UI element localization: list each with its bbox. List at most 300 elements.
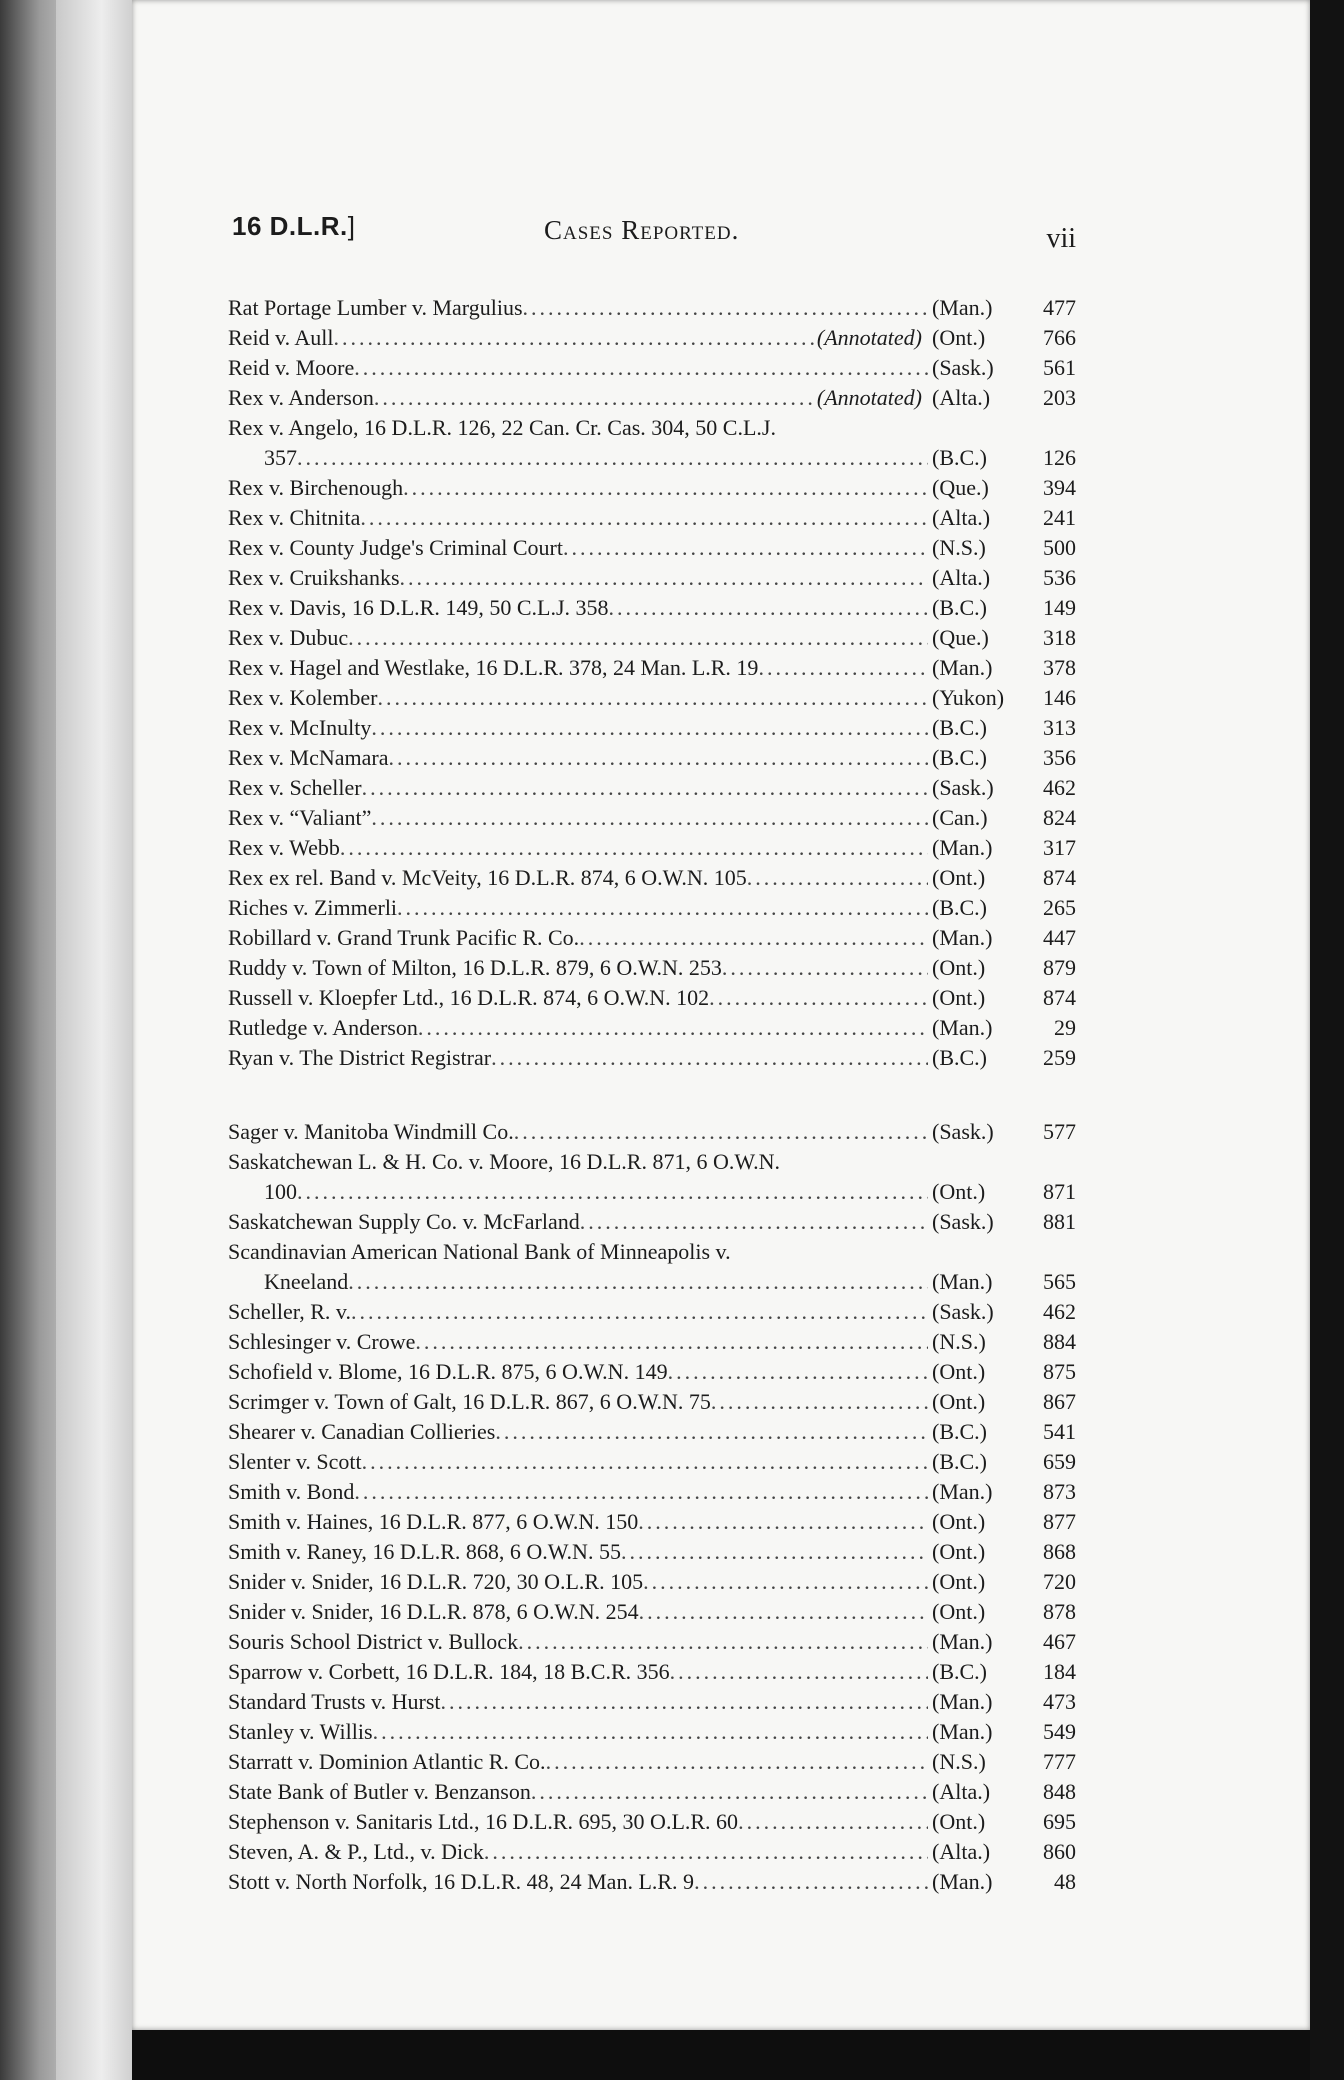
dot-leader xyxy=(609,593,928,623)
page-reference: 462 xyxy=(1043,1299,1076,1324)
province-label: (B.C.) xyxy=(932,1659,987,1684)
case-name: Ryan v. The District Registrar xyxy=(228,1045,492,1070)
case-entry xyxy=(228,653,1076,683)
section-gap xyxy=(228,1073,1076,1117)
dot-leader xyxy=(373,1717,928,1747)
page-reference: 467 xyxy=(1043,1629,1076,1654)
province-label: (B.C.) xyxy=(932,1045,987,1070)
province-label: (B.C.) xyxy=(932,1449,987,1474)
case-name-continuation: 357 xyxy=(264,445,297,470)
dot-leader xyxy=(351,1297,928,1327)
page-reference: 873 xyxy=(1043,1479,1076,1504)
case-entry xyxy=(228,323,1076,353)
case-entry-line xyxy=(228,1807,1076,1837)
page-reference: 29 xyxy=(1054,1015,1076,1040)
case-entry xyxy=(228,503,1076,533)
page-reference: 860 xyxy=(1043,1839,1076,1864)
page-reference: 549 xyxy=(1043,1719,1076,1744)
case-entry-line xyxy=(228,623,1076,653)
province-label: (Que.) xyxy=(932,475,989,500)
province-label: (B.C.) xyxy=(932,895,987,920)
province-label: (Sask.) xyxy=(932,1209,994,1234)
dot-leader xyxy=(334,323,817,353)
case-entry xyxy=(228,1117,1076,1147)
case-entry-line xyxy=(228,893,1076,923)
case-name: Saskatchewan L. & H. Co. v. Moore, 16 D.L.R. 871, 6 O.W.N. xyxy=(228,1149,780,1174)
case-entry xyxy=(228,1297,1076,1327)
page-reference: 867 xyxy=(1043,1389,1076,1414)
page-reference: 871 xyxy=(1043,1179,1076,1204)
dot-leader xyxy=(518,1627,928,1657)
page-reference: 378 xyxy=(1043,655,1076,680)
province-label: (Ont.) xyxy=(932,955,986,980)
case-entry xyxy=(228,1043,1076,1073)
page-reference: 146 xyxy=(1043,685,1076,710)
province-label: (Ont.) xyxy=(932,1509,986,1534)
province-label: (N.S.) xyxy=(932,535,986,560)
case-entry xyxy=(228,683,1076,713)
case-entry-line xyxy=(228,353,1076,383)
case-entry-line xyxy=(228,1447,1076,1477)
dot-leader xyxy=(418,1013,928,1043)
case-name: Stanley v. Willis xyxy=(228,1719,373,1744)
case-entry-line xyxy=(228,953,1076,983)
case-entry-line xyxy=(228,533,1076,563)
case-entry xyxy=(228,1657,1076,1687)
case-name: Snider v. Snider, 16 D.L.R. 878, 6 O.W.N. 254 xyxy=(228,1599,639,1624)
case-entry xyxy=(228,803,1076,833)
case-name: Smith v. Raney, 16 D.L.R. 868, 6 O.W.N. 55 xyxy=(228,1539,621,1564)
dot-leader xyxy=(362,1447,928,1477)
case-name: Smith v. Bond xyxy=(228,1479,355,1504)
dot-leader xyxy=(514,1117,928,1147)
case-entry-line xyxy=(228,1837,1076,1867)
page-reference: 874 xyxy=(1043,865,1076,890)
case-entry xyxy=(228,1807,1076,1837)
case-name: Rat Portage Lumber v. Margulius xyxy=(228,295,523,320)
case-entry xyxy=(228,593,1076,623)
dot-leader xyxy=(371,713,928,743)
dot-leader xyxy=(348,1267,928,1297)
case-entry xyxy=(228,893,1076,923)
dot-leader xyxy=(747,863,928,893)
case-entry-line xyxy=(228,683,1076,713)
case-entry-line xyxy=(228,473,1076,503)
case-entry-line xyxy=(228,593,1076,623)
page-reference: 473 xyxy=(1043,1689,1076,1714)
case-name: Robillard v. Grand Trunk Pacific R. Co. xyxy=(228,925,580,950)
page-reference: 879 xyxy=(1043,955,1076,980)
case-name: Stott v. North Norfolk, 16 D.L.R. 48, 24 Man. L.R. 9 xyxy=(228,1869,695,1894)
case-name: Scrimger v. Town of Galt, 16 D.L.R. 867, 6 O.W.N. 75 xyxy=(228,1389,711,1414)
province-label: (Sask.) xyxy=(932,1119,994,1144)
province-label: (Ont.) xyxy=(932,1539,986,1564)
case-name: Rex v. “Valiant” xyxy=(228,805,372,830)
volume-text: 16 D.L.R. xyxy=(232,211,348,241)
province-label: (Que.) xyxy=(932,625,989,650)
page-reference: 874 xyxy=(1043,985,1076,1010)
page-reference: 541 xyxy=(1043,1419,1076,1444)
case-name: Schlesinger v. Crowe xyxy=(228,1329,416,1354)
province-label: (Man.) xyxy=(932,1689,993,1714)
case-entry xyxy=(228,1537,1076,1567)
dot-leader xyxy=(400,563,928,593)
dot-leader xyxy=(415,1327,928,1357)
dot-leader xyxy=(495,1417,928,1447)
province-label: (Alta.) xyxy=(932,505,991,530)
case-name: Rex v. Cruikshanks xyxy=(228,565,400,590)
dot-leader xyxy=(362,773,928,803)
dot-leader xyxy=(709,983,928,1013)
case-name: Rex v. Anderson xyxy=(228,385,374,410)
case-entry-line xyxy=(228,1013,1076,1043)
dot-leader xyxy=(297,443,928,473)
case-entry xyxy=(228,1867,1076,1897)
case-entry xyxy=(228,1747,1076,1777)
case-entry xyxy=(228,953,1076,983)
case-entry-line xyxy=(228,863,1076,893)
header-bracket: ] xyxy=(347,211,356,241)
page-reference: 356 xyxy=(1043,745,1076,770)
dot-leader xyxy=(354,1477,928,1507)
province-label: (Man.) xyxy=(932,835,993,860)
case-entry xyxy=(228,1447,1076,1477)
case-entry xyxy=(228,863,1076,893)
case-name: Rex ex rel. Band v. McVeity, 16 D.L.R. 874, 6 O.W.N. 105 xyxy=(228,865,747,890)
case-entry xyxy=(228,1777,1076,1807)
case-name: Rex v. Angelo, 16 D.L.R. 126, 22 Can. Cr. Cas. 304, 50 C.L.J. xyxy=(228,415,776,440)
dot-leader xyxy=(523,293,928,323)
province-label: (Man.) xyxy=(932,925,993,950)
province-label: (B.C.) xyxy=(932,715,987,740)
dot-leader xyxy=(668,1357,928,1387)
dot-leader xyxy=(491,1043,928,1073)
case-name: Sager v. Manitoba Windmill Co. xyxy=(228,1119,514,1144)
page-reference: 565 xyxy=(1043,1269,1076,1294)
province-label: (Man.) xyxy=(932,1719,993,1744)
page-reference: 659 xyxy=(1043,1449,1076,1474)
province-label: (Man.) xyxy=(932,1479,993,1504)
case-entry-line xyxy=(228,293,1076,323)
case-name: Reid v. Aull xyxy=(228,325,334,350)
dot-leader xyxy=(758,653,928,683)
page-reference: 875 xyxy=(1043,1359,1076,1384)
case-entry xyxy=(228,1207,1076,1237)
page-reference: 318 xyxy=(1043,625,1076,650)
province-label: (B.C.) xyxy=(932,745,987,770)
case-entry xyxy=(228,1477,1076,1507)
case-entry-line xyxy=(228,1567,1076,1597)
province-label: (Ont.) xyxy=(932,1809,986,1834)
case-name: State Bank of Butler v. Benzanson xyxy=(228,1779,531,1804)
case-entry xyxy=(228,743,1076,773)
province-label: (Yukon) xyxy=(932,685,1005,710)
dot-leader xyxy=(388,743,928,773)
page-reference: 265 xyxy=(1043,895,1076,920)
province-label: (Man.) xyxy=(932,1269,993,1294)
province-label: (Man.) xyxy=(932,295,993,320)
dot-leader xyxy=(377,683,928,713)
dot-leader xyxy=(563,533,928,563)
case-entry xyxy=(228,563,1076,593)
province-label: (Sask.) xyxy=(932,775,994,800)
dot-leader xyxy=(340,833,928,863)
dot-leader xyxy=(579,923,928,953)
running-header xyxy=(232,205,1076,255)
scan-border-bottom xyxy=(132,2030,1310,2080)
province-label: (Sask.) xyxy=(932,1299,994,1324)
case-entry-line xyxy=(228,833,1076,863)
case-name: Russell v. Kloepfer Ltd., 16 D.L.R. 874, 6 O.W.N. 102 xyxy=(228,985,710,1010)
case-entry xyxy=(228,1147,1076,1207)
case-entry xyxy=(228,983,1076,1013)
page-reference: 500 xyxy=(1043,535,1076,560)
page-reference: 848 xyxy=(1043,1779,1076,1804)
case-entry-line xyxy=(228,1327,1076,1357)
province-label: (Sask.) xyxy=(932,355,994,380)
case-entry xyxy=(228,833,1076,863)
dot-leader xyxy=(643,1567,928,1597)
province-label: (Ont.) xyxy=(932,1569,986,1594)
roman-page-number: vii xyxy=(1046,223,1076,254)
case-name: Snider v. Snider, 16 D.L.R. 720, 30 O.L.R. 105 xyxy=(228,1569,644,1594)
province-label: (B.C.) xyxy=(932,595,987,620)
page-heading: Cases Reported. xyxy=(544,215,740,245)
case-name: Rex v. County Judge's Criminal Court xyxy=(228,535,563,560)
case-entry xyxy=(228,1327,1076,1357)
case-entry xyxy=(228,1237,1076,1297)
province-label: (Alta.) xyxy=(932,1779,991,1804)
province-label: (Alta.) xyxy=(932,1839,991,1864)
province-label: (B.C.) xyxy=(932,1419,987,1444)
case-name: Rex v. Birchenough xyxy=(228,475,404,500)
facing-page-edge xyxy=(56,0,132,2080)
dot-leader xyxy=(531,1777,928,1807)
case-name: Standard Trusts v. Hurst xyxy=(228,1689,441,1714)
dot-leader xyxy=(484,1837,928,1867)
volume-label xyxy=(232,211,355,242)
case-entry xyxy=(228,1013,1076,1043)
case-entry-line xyxy=(228,1207,1076,1237)
page-reference: 720 xyxy=(1043,1569,1076,1594)
province-label: (N.S.) xyxy=(932,1329,986,1354)
page-reference: 536 xyxy=(1043,565,1076,590)
case-entry-line xyxy=(228,1777,1076,1807)
case-name: Rex v. Davis, 16 D.L.R. 149, 50 C.L.J. 358 xyxy=(228,595,609,620)
case-entry xyxy=(228,1567,1076,1597)
case-entry-line xyxy=(228,773,1076,803)
annotated-note: (Annotated) xyxy=(816,385,922,410)
dot-leader xyxy=(639,1597,928,1627)
case-name: Rex v. Chitnita xyxy=(228,505,361,530)
case-name: Rex v. McNamara xyxy=(228,745,389,770)
province-label: (Man.) xyxy=(932,1629,993,1654)
dot-leader xyxy=(371,803,928,833)
page-reference: 462 xyxy=(1043,775,1076,800)
case-section xyxy=(228,293,1076,1073)
case-entry xyxy=(228,1687,1076,1717)
case-name: Scandinavian American National Bank of Minneapolis v. xyxy=(228,1239,731,1264)
page-reference: 884 xyxy=(1043,1329,1076,1354)
dot-leader xyxy=(670,1657,928,1687)
case-entry-line xyxy=(228,1387,1076,1417)
page-reference: 868 xyxy=(1043,1539,1076,1564)
province-label: (Man.) xyxy=(932,1869,993,1894)
case-entry-line xyxy=(228,923,1076,953)
case-name: Slenter v. Scott xyxy=(228,1449,362,1474)
province-label: (Alta.) xyxy=(932,565,991,590)
case-entry-line xyxy=(228,563,1076,593)
case-name: Rex v. Kolember xyxy=(228,685,378,710)
dot-leader xyxy=(441,1687,929,1717)
page-reference: 766 xyxy=(1043,325,1076,350)
case-entry xyxy=(228,473,1076,503)
page-reference: 824 xyxy=(1043,805,1076,830)
case-entry-line xyxy=(228,1867,1076,1897)
dot-leader xyxy=(694,1867,928,1897)
province-label: (N.S.) xyxy=(932,1749,986,1774)
case-entry xyxy=(228,623,1076,653)
page-reference: 317 xyxy=(1043,835,1076,860)
dot-leader xyxy=(722,953,928,983)
province-label: (Ont.) xyxy=(932,865,986,890)
page-reference: 695 xyxy=(1043,1809,1076,1834)
page-reference: 203 xyxy=(1043,385,1076,410)
case-name: Rex v. Dubuc xyxy=(228,625,349,650)
case-entry xyxy=(228,1717,1076,1747)
case-entry-line xyxy=(228,1357,1076,1387)
case-entry-line xyxy=(228,1117,1076,1147)
case-name: Souris School District v. Bullock xyxy=(228,1629,519,1654)
province-label: (Ont.) xyxy=(932,1179,986,1204)
annotated-note: (Annotated) xyxy=(816,325,922,350)
scan-border-right xyxy=(1310,0,1344,2080)
case-entry-line xyxy=(228,983,1076,1013)
page-reference: 878 xyxy=(1043,1599,1076,1624)
case-entry-line xyxy=(228,1597,1076,1627)
dot-leader xyxy=(621,1537,928,1567)
case-name: Rex v. Scheller xyxy=(228,775,362,800)
case-entry-line xyxy=(228,1043,1076,1073)
case-name: Starratt v. Dominion Atlantic R. Co. xyxy=(228,1749,546,1774)
case-entry xyxy=(228,293,1076,323)
case-name: Sparrow v. Corbett, 16 D.L.R. 184, 18 B.C.R. 356 xyxy=(228,1659,670,1684)
case-entry-line xyxy=(228,653,1076,683)
province-label: (Ont.) xyxy=(932,1359,986,1384)
case-entry-line xyxy=(228,1417,1076,1447)
case-entry-line xyxy=(228,503,1076,533)
province-label: (Ont.) xyxy=(932,325,986,350)
province-label: (Alta.) xyxy=(932,385,991,410)
dot-leader xyxy=(360,503,928,533)
case-entry xyxy=(228,383,1076,413)
case-entry xyxy=(228,773,1076,803)
case-entry-line xyxy=(228,743,1076,773)
dot-leader xyxy=(403,473,928,503)
case-name: Saskatchewan Supply Co. v. McFarland xyxy=(228,1209,580,1234)
case-entry-line xyxy=(228,803,1076,833)
case-entry xyxy=(228,533,1076,563)
case-entry-line xyxy=(228,1507,1076,1537)
dot-leader xyxy=(297,1177,928,1207)
case-name: Schofield v. Blome, 16 D.L.R. 875, 6 O.W.N. 149 xyxy=(228,1359,668,1384)
dot-leader xyxy=(580,1207,928,1237)
dot-leader xyxy=(397,893,928,923)
province-label: (Can.) xyxy=(932,805,988,830)
case-name: Rutledge v. Anderson xyxy=(228,1015,418,1040)
province-label: (Ont.) xyxy=(932,1389,986,1414)
page-reference: 184 xyxy=(1043,1659,1076,1684)
case-entry-line xyxy=(228,1687,1076,1717)
case-entry xyxy=(228,1507,1076,1537)
case-name: Rex v. Webb xyxy=(228,835,340,860)
page-reference: 877 xyxy=(1043,1509,1076,1534)
case-entry-line xyxy=(228,323,1076,353)
case-entry xyxy=(228,1357,1076,1387)
case-name-continuation: Kneeland xyxy=(264,1269,349,1294)
case-entry-line xyxy=(228,1717,1076,1747)
case-name: Stephenson v. Sanitaris Ltd., 16 D.L.R. 695, 30 O.L.R. 60 xyxy=(228,1809,739,1834)
page-reference: 48 xyxy=(1054,1869,1076,1894)
province-label: (B.C.) xyxy=(932,445,987,470)
case-entry-line xyxy=(228,1657,1076,1687)
case-name-continuation: 100 xyxy=(264,1179,297,1204)
case-name: Rex v. Hagel and Westlake, 16 D.L.R. 378, 24 Man. L.R. 19 xyxy=(228,655,759,680)
case-entry xyxy=(228,923,1076,953)
case-entry xyxy=(228,1627,1076,1657)
dot-leader xyxy=(738,1807,928,1837)
page-reference: 881 xyxy=(1043,1209,1076,1234)
province-label: (Man.) xyxy=(932,1015,993,1040)
province-label: (Man.) xyxy=(932,655,993,680)
page-reference: 777 xyxy=(1043,1749,1076,1774)
case-name: Ruddy v. Town of Milton, 16 D.L.R. 879, 6 O.W.N. 253 xyxy=(228,955,722,980)
case-list xyxy=(228,293,1076,1897)
page-reference: 394 xyxy=(1043,475,1076,500)
province-label: (Ont.) xyxy=(932,1599,986,1624)
case-entry-line xyxy=(228,1177,1076,1207)
case-name: Smith v. Haines, 16 D.L.R. 877, 6 O.W.N. 150 xyxy=(228,1509,639,1534)
page-reference: 126 xyxy=(1043,445,1076,470)
case-entry xyxy=(228,413,1076,473)
case-entry-line xyxy=(228,1477,1076,1507)
case-entry xyxy=(228,1597,1076,1627)
page-reference: 313 xyxy=(1043,715,1076,740)
case-entry-line xyxy=(228,1297,1076,1327)
case-name: Shearer v. Canadian Collieries xyxy=(228,1419,496,1444)
province-label: (Ont.) xyxy=(932,985,986,1010)
dot-leader xyxy=(546,1747,928,1777)
case-entry-line xyxy=(228,713,1076,743)
page-reference: 577 xyxy=(1043,1119,1076,1144)
dot-leader xyxy=(354,353,928,383)
case-name: Reid v. Moore xyxy=(228,355,355,380)
case-entry xyxy=(228,1417,1076,1447)
dot-leader xyxy=(711,1387,928,1417)
case-entry-line xyxy=(228,443,1076,473)
case-entry xyxy=(228,713,1076,743)
case-name: Scheller, R. v. xyxy=(228,1299,351,1324)
page-reference: 241 xyxy=(1043,505,1076,530)
case-entry-line xyxy=(228,1537,1076,1567)
case-entry-line xyxy=(228,1747,1076,1777)
case-name: Riches v. Zimmerli xyxy=(228,895,398,920)
dot-leader xyxy=(638,1507,928,1537)
case-entry-line xyxy=(228,1267,1076,1297)
page-reference: 561 xyxy=(1043,355,1076,380)
case-entry xyxy=(228,353,1076,383)
case-name: Rex v. McInulty xyxy=(228,715,372,740)
